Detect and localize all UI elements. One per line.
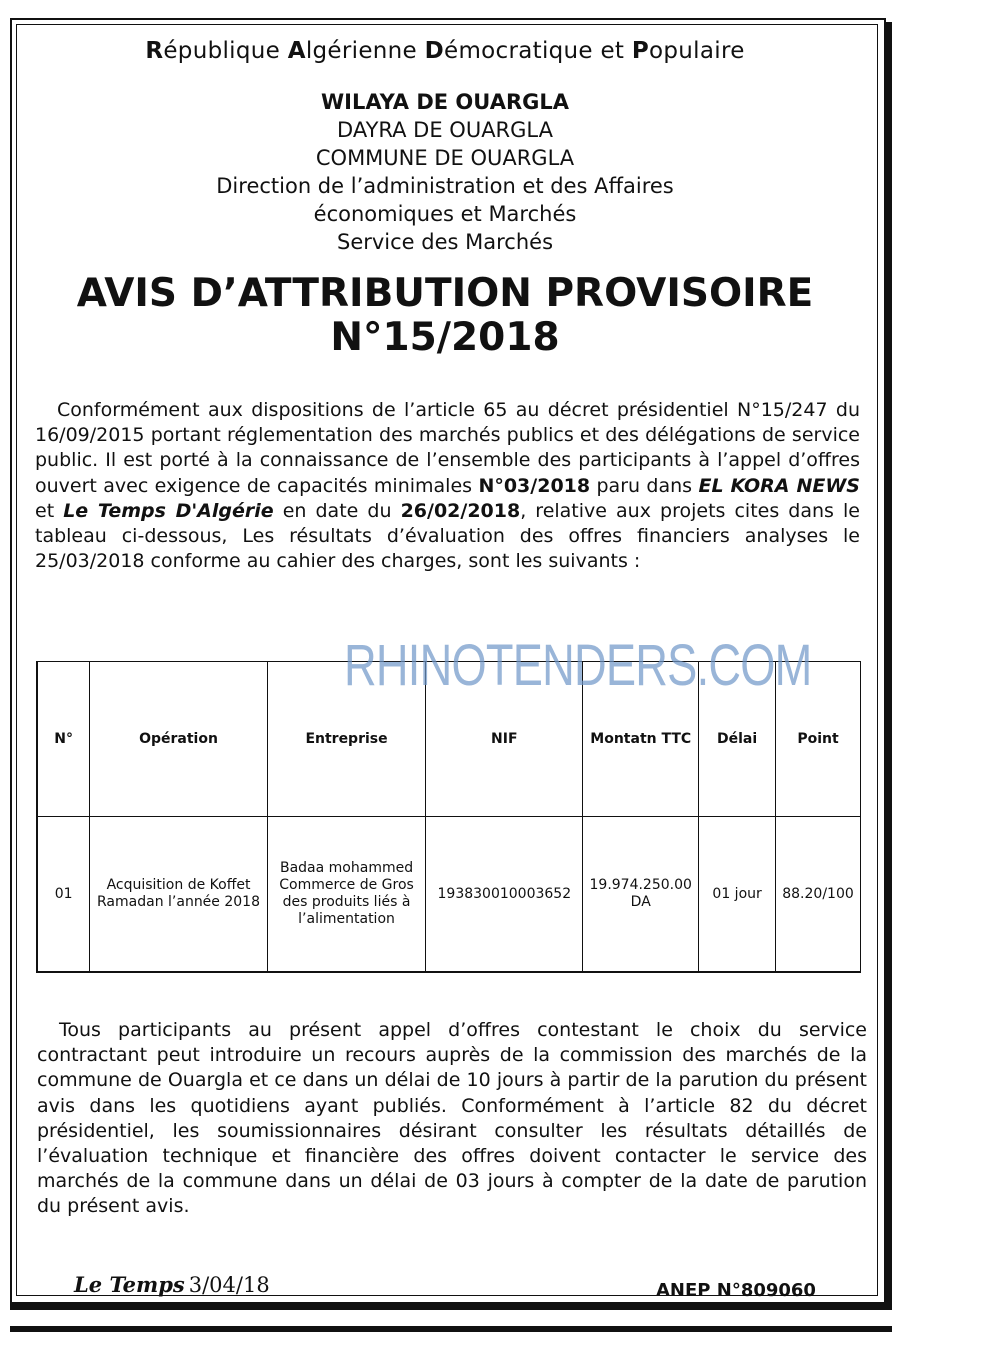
notice-number: N°15/2018	[330, 315, 560, 360]
anep-number: ANEP N°809060	[656, 1280, 816, 1301]
cell-number: 01	[37, 817, 90, 973]
direction-line-2: économiques et Marchés	[313, 202, 577, 226]
commune-line: COMMUNE DE OUARGLA	[315, 146, 575, 170]
frame-shadow-right	[886, 22, 892, 1304]
watermark: RHINOTENDERS.COM	[344, 633, 812, 698]
col-header-number: N°	[37, 662, 90, 817]
intro-paragraph: Conformément aux dispositions de l’article 65 au décret présidentiel N°15/247 du 16/09/2015 portant réglementation des marchés publics et des délégations de service public. Il est porté à la connaissance de l’ensemble des participants à l’appel d’offres ouvert avec exigence de capacités minimales N°03/2018 paru dans EL KORA NEWS et Le Temps D'Algérie en date du 26/02/2018, relative aux projets cites dans le tableau ci-dessous, Les résultats d’évaluation des offres financiers analyses le 25/03/2018 conforme au cahier des charges, sont les suivants :	[35, 399, 860, 573]
dayra-line: DAYRA DE OUARGLA	[337, 118, 553, 142]
service-line: Service des Marchés	[336, 230, 554, 254]
col-header-company: Entreprise	[267, 662, 426, 817]
administration-block	[30, 88, 860, 256]
results-table	[36, 661, 861, 973]
frame-shadow-bottom	[10, 1304, 892, 1310]
col-header-points: Point	[776, 662, 861, 817]
col-header-amount: Montatn TTC	[583, 662, 699, 817]
col-header-operation: Opération	[90, 662, 267, 817]
col-header-nif: NIF	[426, 662, 583, 817]
notice-title	[30, 272, 860, 360]
closing-paragraph: Tous participants au présent appel d’offres contestant le choix du service contractant peut introduire un recours auprès de la commission des marchés de la commune de Ouargla et ce dans un délai de 10 jours à partir de la parution du présent avis dans les quotidiens ayant publiés. Conformément à l’article 82 du décret présidentiel, les soumissionnaires désirant consulter les résultats détaillés de l’évaluation technique et financière des offres doivent contacter le service des marchés de la commune dans un délai de 03 jours à compter de la date de parution du présent avis.	[37, 1019, 867, 1218]
cell-company: Badaa mohammed Commerce de Gros des produits liés à l’alimentation	[267, 817, 426, 973]
cell-points: 88.20/100	[776, 817, 861, 973]
cell-delay: 01 jour	[699, 817, 776, 973]
newspaper-logo: Le Temps	[74, 1272, 185, 1297]
cell-nif: 193830010003652	[426, 817, 583, 973]
bottom-rule	[10, 1326, 892, 1332]
notice-title-line1: AVIS D’ATTRIBUTION PROVISOIRE	[76, 271, 814, 316]
cell-amount: 19.974.250.00 DA	[583, 817, 699, 973]
wilaya-line: WILAYA DE OUARGLA	[320, 90, 569, 114]
direction-line-1: Direction de l’administration et des Affaires	[216, 174, 674, 198]
publication-date: 3/04/18	[188, 1273, 270, 1297]
publication-footer	[74, 1272, 270, 1297]
republic-heading: République Algérienne Démocratique et Populaire	[145, 38, 745, 64]
col-header-delay: Délai	[699, 662, 776, 817]
cell-operation: Acquisition de Koffet Ramadan l’année 2018	[90, 817, 267, 973]
table-row	[37, 817, 861, 973]
